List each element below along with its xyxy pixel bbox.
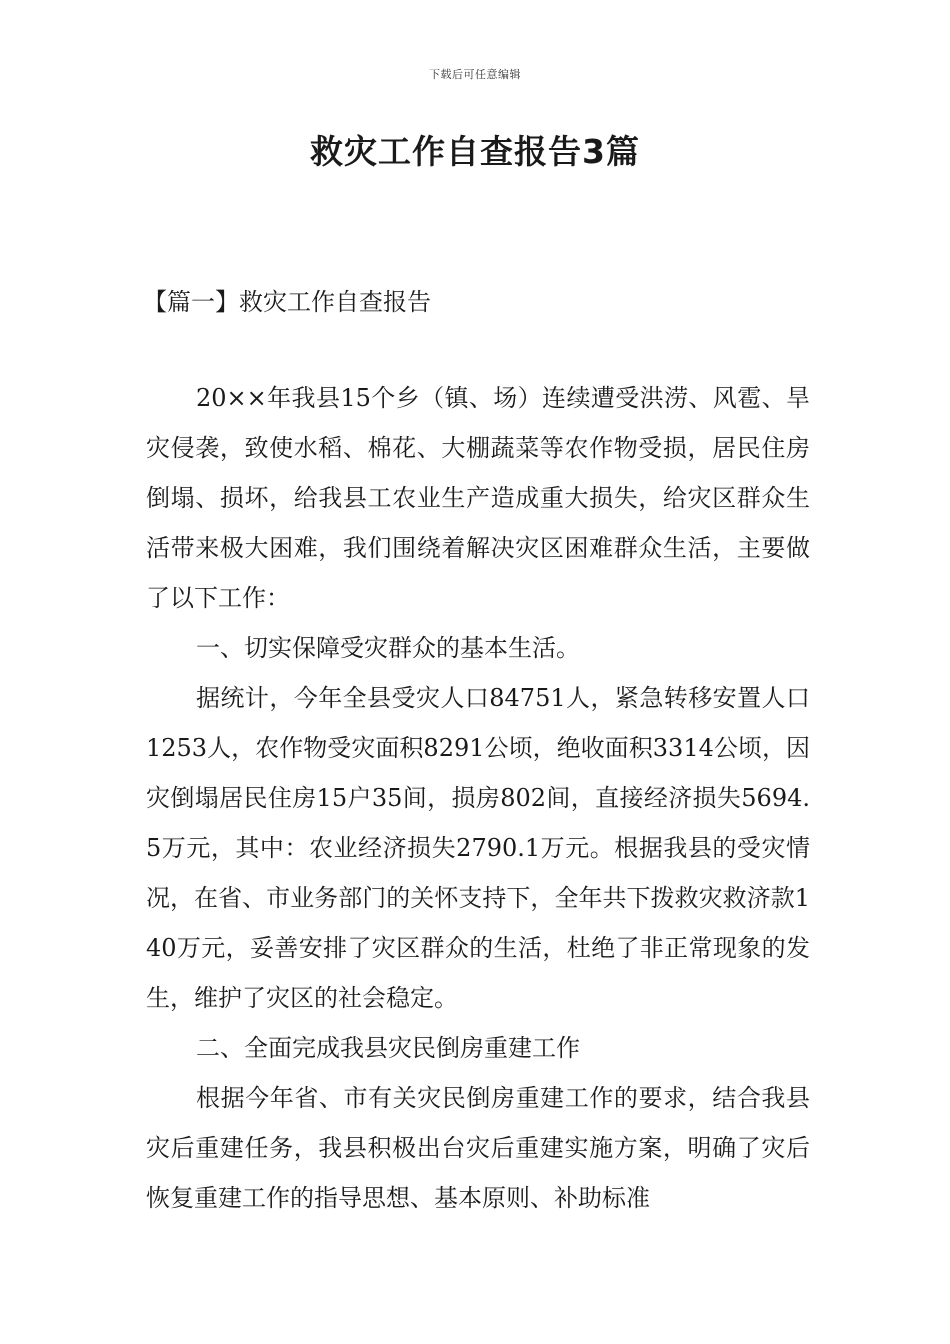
paragraph-subheading-2: 二、全面完成我县灾民倒房重建工作 (196, 1034, 580, 1062)
paragraph-rebuild: 根据今年省、市有关灾民倒房重建工作的要求，结合我县灾后重建任务，我县积极出台灾后重建实施方案，明确了灾后恢复重建工作的指导思想、基本原则、补助标准 (146, 1084, 810, 1212)
paragraph-subheading-1: 一、切实保障受灾群众的基本生活。 (196, 634, 580, 662)
body-text (146, 373, 810, 1223)
header-note: 下载后可任意编辑 (429, 68, 521, 81)
paragraph-intro: 20××年我县15个乡（镇、场）连续遭受洪涝、风雹、旱灾侵袭，致使水稻、棉花、大棚蔬菜等农作物受损，居民住房倒塌、损坏，给我县工农业生产造成重大损失，给灾区群众生活带来极大困难，我们围绕着解决灾区困难群众生活，主要做了以下工作： (146, 384, 810, 612)
paragraph-statistics: 据统计，今年全县受灾人口84751人，紧急转移安置人口1253人，农作物受灾面积8291公顷，绝收面积3314公顷，因灾倒塌居民住房15户35间，损房802间，直接经济损失5694.5万元，其中：农业经济损失2790.1万元。根据我县的受灾情况，在省、市业务部门的关怀支持下，全年共下拨救灾救济款140万元，妥善安排了灾区群众的生活，杜绝了非正常现象的发生，维护了灾区的社会稳定。 (146, 684, 810, 1012)
document-title: 救灾工作自查报告3篇 (310, 132, 640, 171)
section-heading: 【篇一】救灾工作自查报告 (143, 288, 431, 316)
